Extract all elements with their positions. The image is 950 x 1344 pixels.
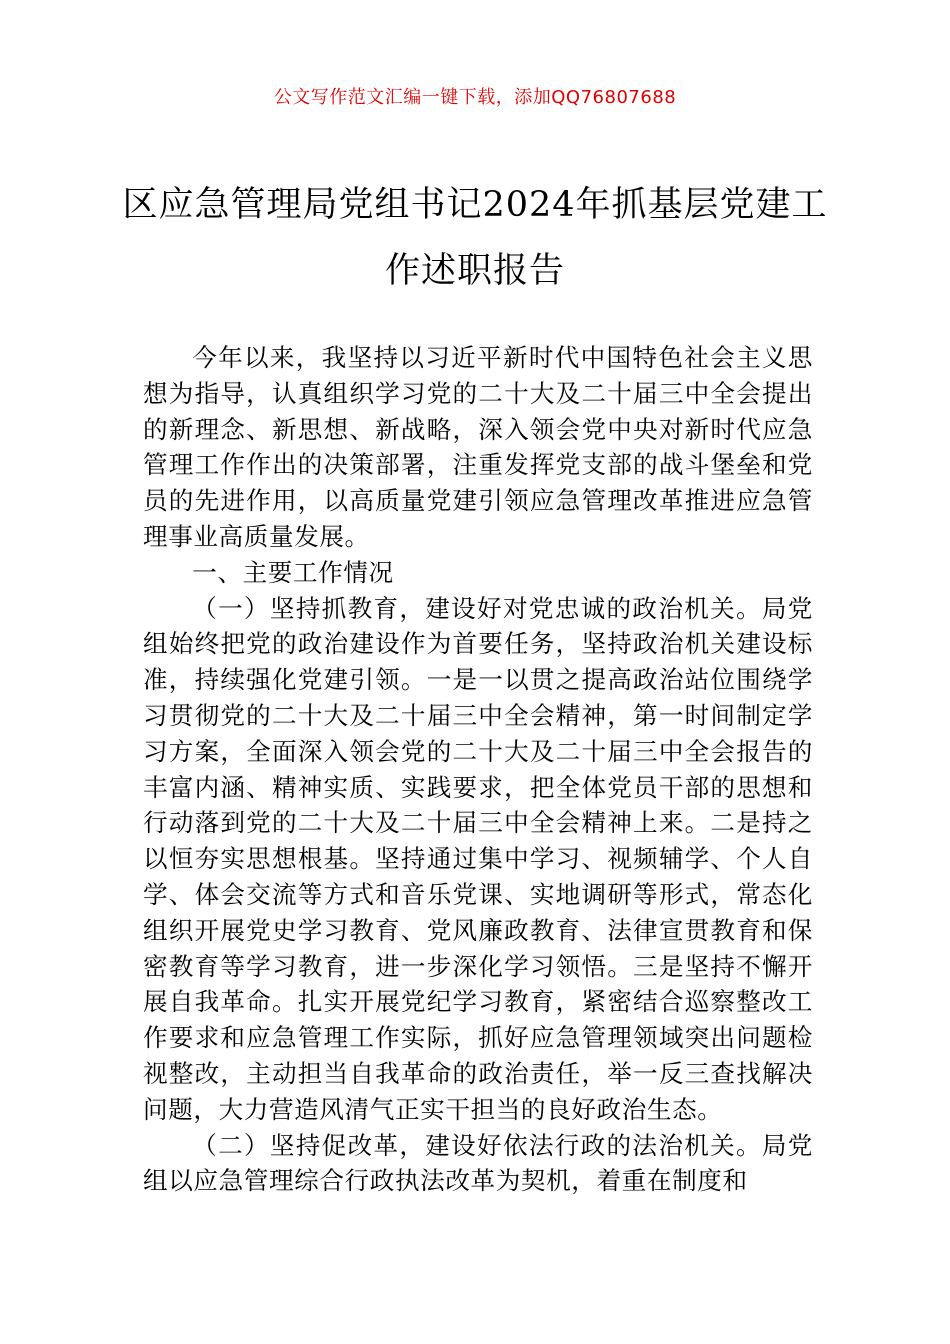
document-body — [143, 340, 813, 1199]
document-title: 区应急管理局党组书记2024年抓基层党建工作述职报告 — [122, 185, 828, 291]
section-heading: 一、主要工作情况 — [192, 557, 394, 587]
paragraph-intro: 今年以来，我坚持以习近平新时代中国特色社会主义思想为指导，认真组织学习党的二十大及二十届三中全会提出的新理念、新思想、新战略，深入领会党中央对新时代应急管理工作作出的决策部署，注重发挥党支部的战斗堡垒和党员的先进作用，以高质量党建引领应急管理改革推进应急管理事业高质量发展。 — [143, 343, 813, 551]
paragraph-section-2: （二）坚持促改革，建设好依法行政的法治机关。局党组以应急管理综合行政执法改革为契机，着重在制度和 — [143, 1130, 813, 1196]
header-promo-note: 公文写作范文汇编一键下载，添加QQ76807688 — [273, 87, 677, 108]
paragraph-section-1: （一）坚持抓教育，建设好对党忠诚的政治机关。局党组始终把党的政治建设作为首要任务，坚持政治机关建设标准，持续强化党建引领。一是一以贯之提高政治站位围绕学习贯彻党的二十大及二十届三中全会精神，第一时间制定学习方案，全面深入领会党的二十大及二十届三中全会报告的丰富内涵、精神实质、实践要求，把全体党员干部的思想和行动落到党的二十大及二十届三中全会精神上来。二是持之以恒夯实思想根基。坚持通过集中学习、视频辅学、个人自学、体会交流等方式和音乐党课、实地调研等形式，常态化组织开展党史学习教育、党风廉政教育、法律宣贯教育和保密教育等学习教育，进一步深化学习领悟。三是坚持不懈开展自我革命。扎实开展党纪学习教育，紧密结合巡察整改工作要求和应急管理工作实际，抓好应急管理领域突出问题检视整改，主动担当自我革命的政治责任，举一反三查找解决问题，大力营造风清气正实干担当的良好政治生态。 — [143, 593, 813, 1124]
